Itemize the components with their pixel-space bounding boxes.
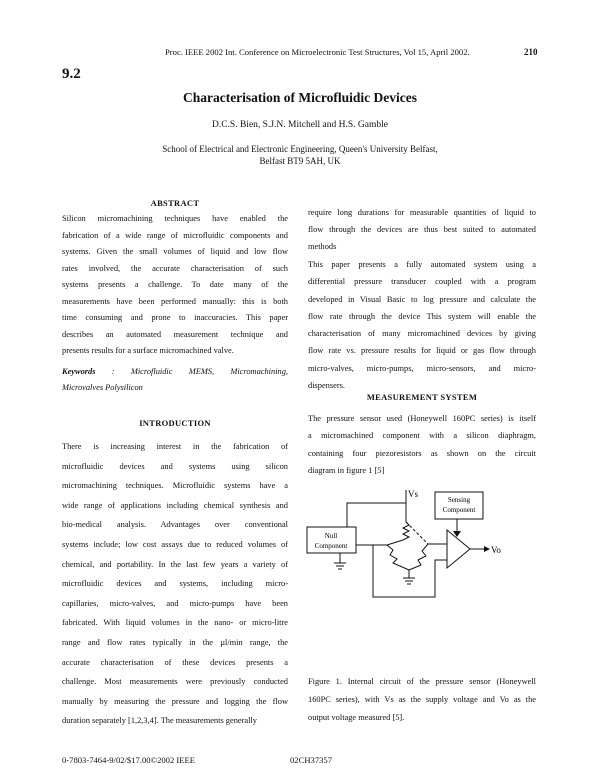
text-line: flow through the devices are thus best suited to automated (308, 225, 536, 234)
text-line: time consuming and prone to inaccuracies. This paper (62, 313, 288, 322)
keywords-line: Microvalves Polysilicon (62, 383, 143, 392)
text-line: There is increasing interest in the fabrication of (62, 442, 288, 451)
affiliation-line: Belfast BT9 5AH, UK (259, 156, 341, 166)
text-line: developed in Visual Basic to log pressure and calculate the (308, 294, 536, 304)
text-line: Silicon micromachining techniques have enabled the (62, 214, 288, 223)
text-line: measurements have been performed manually: this is both (62, 296, 288, 306)
text-line: Figure 1. Internal circuit of the pressure sensor (Honeywell (308, 677, 536, 686)
text-line: chemical, and portability. In the last few years a variety of (62, 559, 288, 569)
text-line: capillaries, micro-valves, and micro-pumps have been (62, 598, 288, 608)
text-line: flow rate through the device This system will enable the (308, 311, 536, 321)
running-head: Proc. IEEE 2002 Int. Conference on Microelectronic Test Structures, Vol 15, April 2002. (165, 47, 470, 57)
text-line: manually by measuring the pressure and logging the flow (62, 696, 288, 706)
text-line: wide range of applications including chemical synthesis and (62, 500, 288, 510)
text-line: diagram in figure 1 [5] (308, 465, 385, 475)
text-line: presents results for a surface micromachined valve. (62, 346, 234, 355)
measurement-heading: MEASUREMENT SYSTEM (366, 392, 478, 402)
op-amp-icon (447, 530, 470, 568)
text-line: methods (308, 242, 337, 251)
keywords-label: Keywords (62, 367, 96, 376)
circuit-diagram (300, 480, 540, 670)
sensing-label: Sensing (447, 496, 471, 504)
text-line: fabrication of a wide range of microfluidic components and (62, 230, 288, 240)
sensing-label: Component (442, 506, 476, 514)
ground-icon (334, 563, 346, 569)
text-line: flow rate vs. pressure results for liquid or gas flow through (308, 346, 536, 356)
footer-code: 02CH37357 (290, 755, 333, 765)
vo-label: Vo (491, 545, 501, 555)
vs-label: Vs (408, 489, 419, 499)
paper-title: Characterisation of Microfluidic Devices (182, 90, 418, 105)
supply-wire (347, 503, 406, 527)
text-line: duration separately [1,2,3,4]. The measurements generally (62, 716, 257, 726)
affiliation (0, 143, 600, 167)
introduction-heading: INTRODUCTION (139, 418, 211, 428)
text-line: systems presents a challenge. To date many of the (62, 280, 288, 289)
resistor (387, 522, 409, 545)
text-line: a micromachined component with a silicon diaphragm, (308, 431, 536, 441)
text-line: rates involved, the accurate characterisation of such (62, 263, 288, 273)
text-line: micromachining techniques. Microfluidic systems have a (62, 481, 288, 491)
abstract-body (62, 211, 288, 360)
figure-caption (308, 673, 536, 727)
text-line: range and flow rates typically in the µl/min range, the (62, 637, 288, 647)
text-line: output voltage measured [5]. (308, 713, 405, 722)
text-line: micro-valves, micro-pumps, micro-sensors, and micro- (308, 363, 536, 373)
introduction-body (62, 437, 288, 731)
keywords-line: Keywords : Microfluidic MEMS, Micromachining, (62, 367, 288, 376)
text-line: challenge. Most measurements were previously conducted (62, 677, 288, 687)
affiliation-line: School of Electrical and Electronic Engineering, Queen's University Belfast, (162, 144, 438, 154)
arrow-icon (484, 546, 490, 552)
text-line: dispensers. (308, 381, 345, 391)
authors: D.C.S. Bien, S.J.N. Mitchell and H.S. Gamble (211, 120, 388, 130)
text-line: describes an automated measurement technique and (62, 329, 288, 339)
text-line: bio-medical analysis. Advantages over conventional (62, 520, 288, 530)
text-line: microfluidic devices and systems, including micro- (62, 579, 288, 589)
measurement-body (308, 410, 536, 479)
text-line: The pressure sensor used (Honeywell 160PC series) is itself (308, 414, 536, 423)
text-line: systems include; low cost assays due to reduced volumes of (62, 539, 288, 549)
null-label: Component (314, 542, 348, 550)
text-line: accurate characterisation of these devices presents a (62, 657, 288, 667)
text-line: characterisation of many micromachined devices by giving (308, 329, 536, 339)
continued-paragraph (308, 204, 536, 255)
page-number: 210 (524, 47, 538, 57)
text-line: microfluidic devices and systems using silicon (62, 461, 288, 471)
section-number: 9.2 (62, 66, 81, 82)
footer-isbn: 0-7803-7464-9/02/$17.00©2002 IEEE (62, 755, 196, 765)
text-line: This paper presents a fully automated system using a (308, 260, 536, 269)
text-line: systems. Given the small volumes of liquid and low flow (62, 247, 288, 256)
resistor (387, 545, 409, 570)
text-line: fabricated. With liquid volumes in the nano- or micro-litre (62, 618, 288, 628)
keywords (62, 364, 288, 396)
overview-paragraph (308, 256, 536, 394)
resistor (409, 544, 428, 570)
text-line: differential pressure transducer coupled with a program (308, 277, 536, 287)
abstract-heading: ABSTRACT (150, 198, 200, 208)
text-line: 160PC series), with Vs as the supply voltage and Vo as the (308, 695, 536, 704)
text-line: containing four piezoresistors as shown on the circuit (308, 448, 536, 458)
ground-icon (403, 578, 415, 584)
text-line: require long durations for measurable quantities of liquid to (308, 208, 536, 217)
null-label: Null (324, 532, 338, 540)
